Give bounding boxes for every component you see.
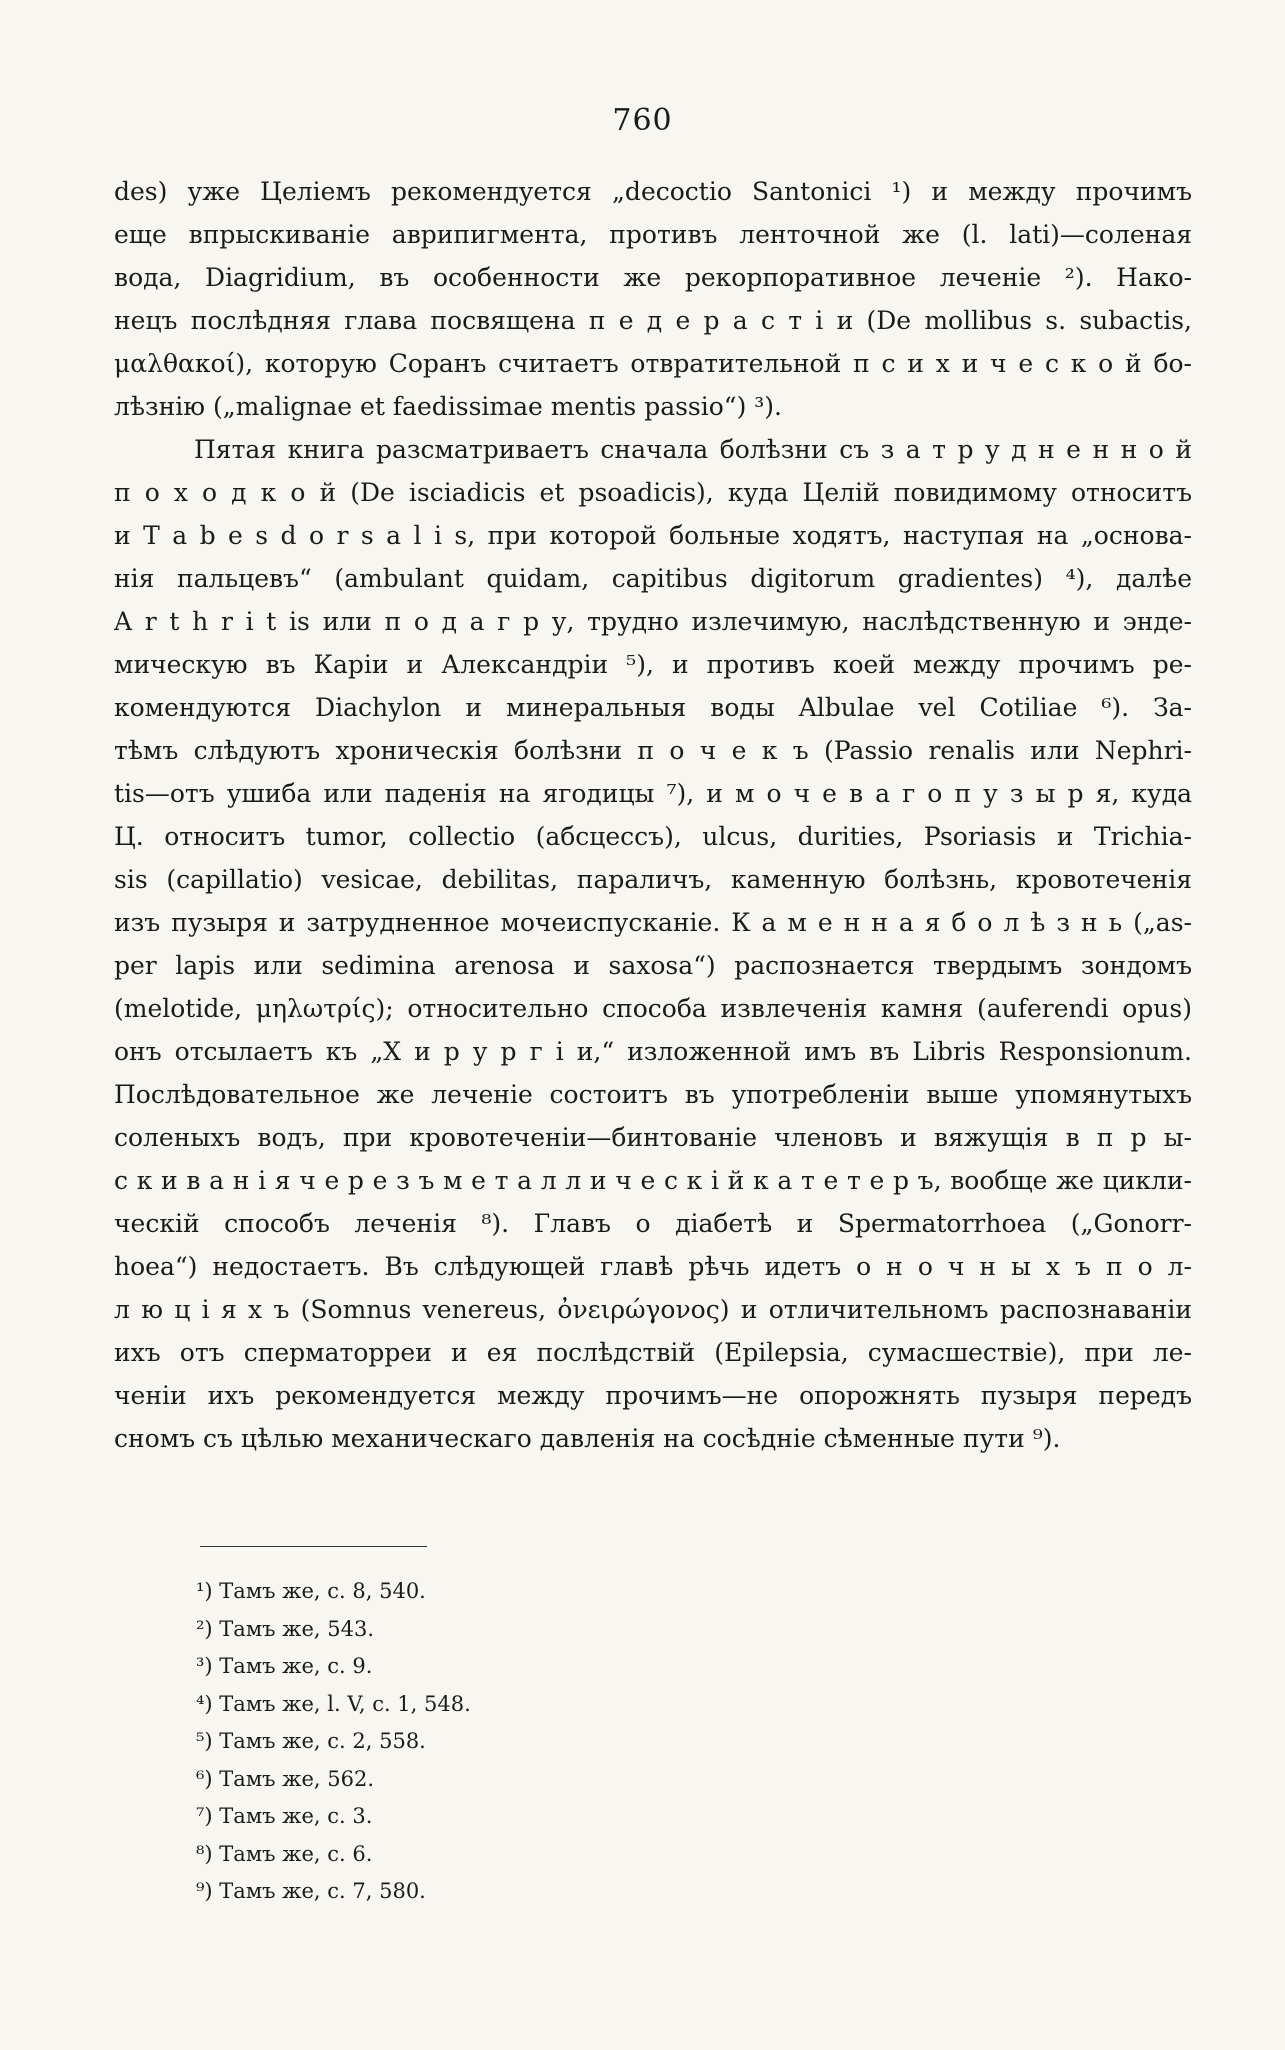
- text-line: тѣмъ слѣдуютъ хроническія болѣзни п о ч е к ъ (Passio renalis или Nephri-: [114, 736, 1192, 765]
- text-line: tis—отъ ушиба или паденія на ягодицы ⁷), и м о ч е в а г о п у з ы р я, куда: [114, 779, 1192, 808]
- text-line: комендуются Diachylon и минеральныя воды Albulae vel Cotiliae ⁶). За-: [114, 693, 1192, 722]
- text-line: Послѣдовательное же леченіе состоитъ въ употребленіи выше упомянутыхъ: [114, 1080, 1192, 1109]
- text-line: ческій способъ леченія ⁸). Главъ о діабетѣ и Spermatorrhoea („Gonorr-: [114, 1209, 1192, 1238]
- paragraph-1: [114, 170, 1192, 428]
- text-line: ихъ отъ сперматорреи и ея послѣдствій (Epilepsia, сумасшествіе), при ле-: [114, 1338, 1192, 1367]
- footnote-divider: [200, 1546, 427, 1547]
- paragraph-2: [114, 428, 1192, 1460]
- footnote: ⁴) Тамъ же, l. V, с. 1, 548.: [196, 1691, 471, 1716]
- text-line: изъ пузыря и затрудненное мочеиспусканіе. К а м е н н а я б о л ѣ з н ь („as-: [114, 908, 1192, 937]
- text-line: hoea“) недостаетъ. Въ слѣдующей главѣ рѣчь идетъ о н о ч н ы х ъ п о л-: [114, 1252, 1192, 1281]
- text-line: мическую въ Каріи и Александріи ⁵), и противъ коей между прочимъ ре-: [114, 650, 1192, 679]
- text-line: des) уже Целіемъ рекомендуется „decoctio Santonici ¹) и между прочимъ: [114, 177, 1192, 206]
- text-line: лѣзнію („malignae et faedissimae mentis passio“) ³).: [114, 392, 783, 421]
- text-line: еще впрыскиваніе аврипигмента, противъ ленточной же (l. lati)—соленая: [114, 220, 1192, 249]
- text-line: с к и в а н і я ч е р е з ъ м е т а л л и ч е с к і й к а т е т е р ъ, вообще же цикли-: [114, 1166, 1192, 1195]
- text-line: нецъ послѣдняя глава посвящена п е д е р а с т і и (De mollibus s. subactis,: [114, 306, 1192, 335]
- page-number: 760: [612, 103, 673, 138]
- text-line: онъ отсылаетъ къ „Х и р у р г і и,“ изложенной имъ въ Libris Responsionum.: [114, 1037, 1192, 1066]
- footnote: ²) Тамъ же, 543.: [196, 1616, 375, 1641]
- footnote: ⁵) Тамъ же, с. 2, 558.: [196, 1729, 426, 1753]
- text-line: нія пальцевъ“ (ambulant quidam, capitibus digitorum gradientes) ⁴), далѣе: [114, 564, 1192, 593]
- text-line: per lapis или sedimina arenosa и saxosa“) распознается твердымъ зондомъ: [114, 951, 1192, 980]
- footnote: ⁶) Тамъ же, 562.: [196, 1766, 375, 1791]
- text-line: соленыхъ водъ, при кровотеченіи—бинтованіе членовъ и вяжущія в п р ы-: [114, 1123, 1192, 1152]
- footnote: ⁸) Тамъ же, с. 6.: [196, 1841, 373, 1866]
- text-line: A r t h r i t is или п о д а г р у, трудно излечимую, наслѣдственную и энде-: [114, 607, 1192, 636]
- text-line: и T a b e s d o r s a l i s, при которой больные ходятъ, наступая на „основа-: [114, 521, 1192, 550]
- footnote: ¹) Тамъ же, с. 8, 540.: [196, 1579, 426, 1603]
- text-line: μαλθακοί), которую Соранъ считаетъ отвратительной п с и х и ч е с к о й бо-: [114, 349, 1192, 378]
- text-line: сномъ съ цѣлью механическаго давленія на сосѣдніе сѣменные пути ⁹).: [114, 1424, 1061, 1453]
- text-line: sis (capillatio) vesicae, debilitas, параличъ, каменную болѣзнь, кровотеченія: [114, 865, 1192, 894]
- body-text: [114, 170, 1192, 1460]
- footnote: ³) Тамъ же, с. 9.: [196, 1654, 373, 1678]
- footnote: ⁷) Тамъ же, с. 3.: [196, 1804, 373, 1828]
- text-line: л ю ц і я х ъ (Somnus venereus, ὀνειρώγονος) и отличительномъ распознаваніи: [114, 1295, 1192, 1324]
- text-line: вода, Diagridium, въ особенности же рекорпоративное леченіе ²). Нако-: [114, 263, 1192, 292]
- text-line: ченіи ихъ рекомендуется между прочимъ—не опорожнять пузыря передъ: [114, 1381, 1192, 1410]
- text-line: п о х о д к о й (De isciadicis et psoadicis), куда Целій повидимому относитъ: [114, 478, 1192, 507]
- text-line: (melotide, μηλωτρίς); относительно способа извлеченія камня (auferendi opus): [114, 994, 1192, 1023]
- text-line: Ц. относитъ tumor, collectio (абсцессъ), ulcus, durities, Psoriasis и Trichia-: [114, 822, 1192, 851]
- text-line: Пятая книга разсматриваетъ сначала болѣзни съ з а т р у д н е н н о й: [194, 435, 1192, 464]
- footnotes: [196, 1573, 696, 1911]
- footnote: ⁹) Тамъ же, с. 7, 580.: [196, 1879, 426, 1903]
